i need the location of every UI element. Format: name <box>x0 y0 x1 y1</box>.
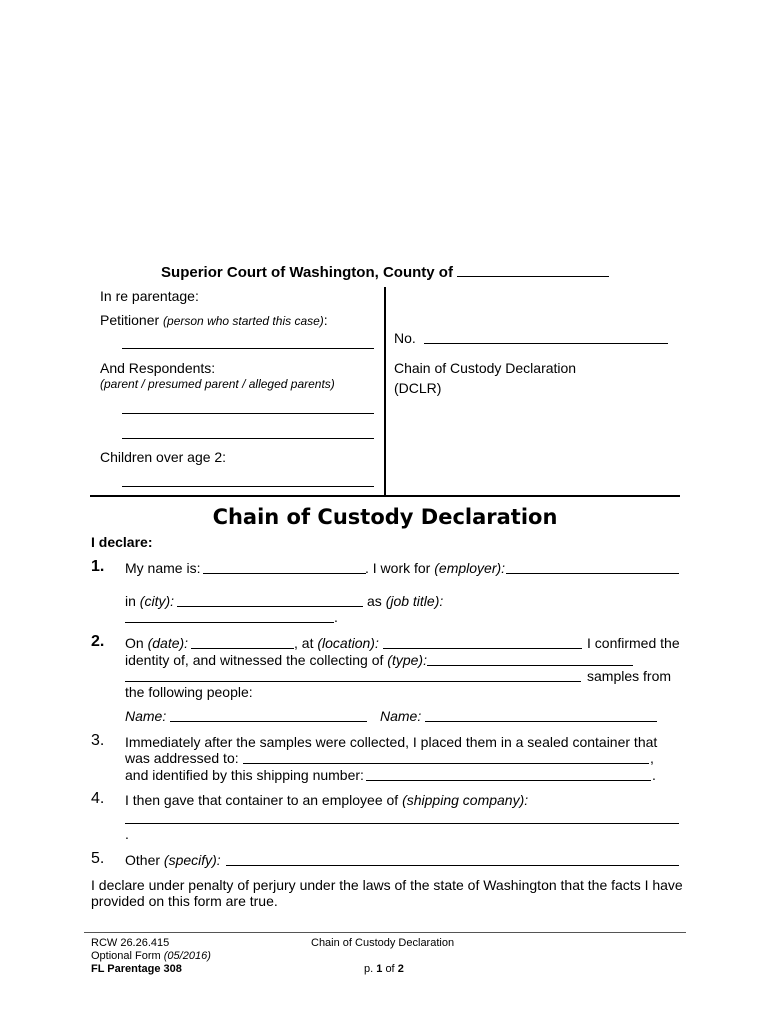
in-label: in <box>125 593 136 609</box>
item-4-number: 4. <box>91 790 105 807</box>
respondent-field-1[interactable] <box>122 413 374 414</box>
respondents-note: (parent / presumed parent / alleged parents) <box>100 377 335 391</box>
page-of: of <box>385 963 395 975</box>
footer-page <box>364 963 404 975</box>
children-field[interactable] <box>122 486 374 487</box>
item1-work-label <box>365 560 505 576</box>
caption-doc-code: (DCLR) <box>394 380 442 396</box>
item-2-number: 2. <box>91 633 105 650</box>
footer-form-id: FL Parentage 308 <box>91 963 182 975</box>
item4-period: . <box>125 826 129 842</box>
caption-doc-name: Chain of Custody Declaration <box>394 360 577 376</box>
name2-label: Name: <box>380 708 422 724</box>
item1-job-row <box>367 593 443 609</box>
specify-label: (specify): <box>163 852 221 868</box>
caption-divider <box>384 287 386 496</box>
item-1-number: 1. <box>91 558 105 575</box>
court-header <box>0 262 770 281</box>
item1-period: . <box>334 609 338 625</box>
respondents-label: And Respondents: <box>100 360 216 376</box>
shipping-company-field[interactable] <box>125 823 679 824</box>
footer-date: (05/2016) <box>163 950 211 962</box>
petitioner-label: Petitioner <box>100 312 160 328</box>
county-field[interactable] <box>457 262 609 277</box>
employer-field[interactable] <box>506 573 679 574</box>
petitioner-field[interactable] <box>122 348 374 349</box>
item2-date-row <box>125 635 188 651</box>
person-name-field-1[interactable] <box>170 721 367 722</box>
type-field[interactable] <box>427 665 633 666</box>
shipping-company-label: (shipping company): <box>402 792 529 808</box>
item3-period: . <box>652 767 656 783</box>
petitioner-colon: : <box>323 312 328 328</box>
item4-text: I then gave that container to an employee of <box>125 792 399 808</box>
item3-comma: , <box>650 750 654 766</box>
perjury-line-2: provided on this form are true. <box>91 893 278 909</box>
on-label: On <box>125 635 144 651</box>
type-field-cont[interactable] <box>125 681 581 682</box>
item-5-number: 5. <box>91 850 105 867</box>
location-label: (location): <box>317 635 379 651</box>
footer-optional-row <box>91 950 211 962</box>
perjury-line-1: I declare under penalty of perjury under the laws of the state of Washington that the facts I have <box>91 877 683 893</box>
date-field[interactable] <box>191 648 294 649</box>
employer-label: (employer): <box>434 560 506 576</box>
other-label: Other <box>125 852 161 868</box>
city-label: (city): <box>139 593 175 609</box>
court-title: Superior Court of Washington, County of <box>161 264 453 281</box>
shipping-number-field[interactable] <box>366 780 651 781</box>
footer-optional: Optional Form <box>91 950 161 962</box>
type-label: (type): <box>387 652 427 668</box>
item2-location-row <box>294 635 379 651</box>
at-label: , at <box>294 635 314 651</box>
footer-rcw: RCW 26.26.415 <box>91 937 170 949</box>
item3-text1: Immediately after the samples were collected, I placed them in a sealed container that <box>125 734 658 750</box>
name1-label: Name: <box>125 708 167 724</box>
footer-doc-name: Chain of Custody Declaration <box>311 937 455 949</box>
case-no-field[interactable] <box>424 343 668 344</box>
footer-rule <box>84 932 686 933</box>
item1-name-label: My name is: <box>125 560 201 576</box>
samples-from-label: samples from <box>587 668 672 684</box>
petitioner-note: (person who started this case) <box>163 314 324 328</box>
form-title: Chain of Custody Declaration <box>212 505 558 529</box>
page-prefix: p. <box>364 963 374 975</box>
petitioner-label-row <box>100 312 328 328</box>
item-3-number: 3. <box>91 732 105 749</box>
date-label: (date): <box>147 635 189 651</box>
item4-text-row <box>125 792 528 808</box>
page-number: 1 <box>376 963 383 975</box>
page-total: 2 <box>397 963 404 975</box>
job-title-field[interactable] <box>125 622 334 623</box>
respondent-field-2[interactable] <box>122 438 374 439</box>
as-label: as <box>367 593 382 609</box>
item5-other-row <box>125 852 221 868</box>
person-name-field-2[interactable] <box>425 721 657 722</box>
confirmed-label: I confirmed the <box>587 635 680 651</box>
item3-text2: was addressed to: <box>125 750 239 766</box>
children-label: Children over age 2: <box>100 449 227 465</box>
job-title-label: (job title): <box>385 593 444 609</box>
work-for-label: . I work for <box>365 560 431 576</box>
case-no-label: No. <box>394 330 416 346</box>
caption-bottom-rule <box>90 495 680 497</box>
following-people-label: the following people: <box>125 684 253 700</box>
city-field[interactable] <box>177 606 363 607</box>
location-field[interactable] <box>383 648 582 649</box>
identity-label: identity of, and witnessed the collecting of <box>125 652 384 668</box>
other-specify-field[interactable] <box>226 865 679 866</box>
item2-type-row <box>125 652 427 668</box>
declare-label: I declare: <box>91 534 153 550</box>
item3-text3: and identified by this shipping number: <box>125 767 364 783</box>
addressed-to-field[interactable] <box>243 763 649 764</box>
in-re-label: In re parentage: <box>100 288 199 304</box>
item1-city-row <box>125 593 174 609</box>
name-field[interactable] <box>203 573 366 574</box>
